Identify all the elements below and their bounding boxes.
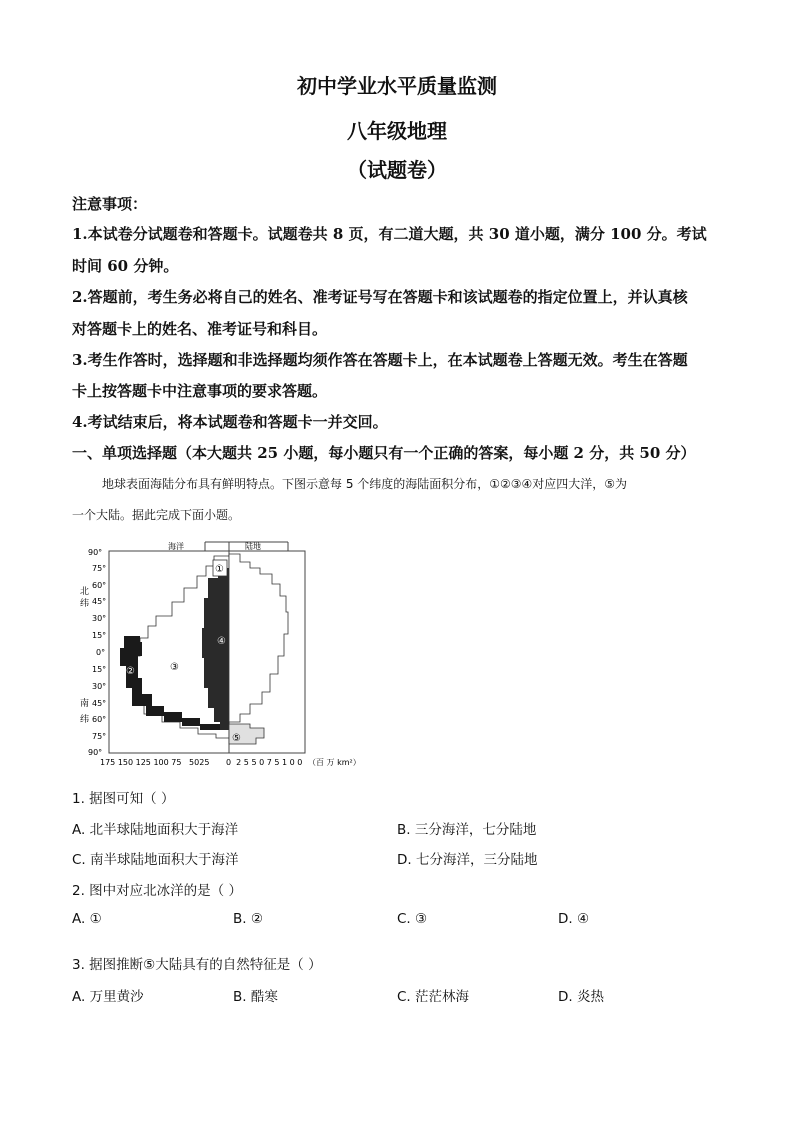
title-grade: 八年级地理 xyxy=(347,119,447,143)
label-ocean-4: ④ xyxy=(217,636,226,647)
lat-label: 90° xyxy=(88,748,103,757)
section-heading: 一、单项选择题（本大题共 25 小题，每小题只有一个正确的答案，每小题 2 分，共 50 分） xyxy=(72,444,696,462)
intro-line1: 地球表面海陆分布具有鲜明特点。下图示意每 5 个纬度的海陆面积分布，①②③④对应四大洋，⑤为 xyxy=(102,477,628,491)
question-2-option-a[interactable]: A. ① xyxy=(72,911,102,927)
lat-label: 75° xyxy=(92,564,107,573)
lat-label: 30° xyxy=(92,614,107,623)
x-axis-unit: （百 万 km²） xyxy=(308,758,361,767)
question-1-option-a[interactable]: A. 北半球陆地面积大于海洋 xyxy=(72,822,239,838)
question-1-stem: 1. 据图可知（ ） xyxy=(72,791,175,807)
notice-heading: 注意事项： xyxy=(72,195,148,213)
question-3-option-d[interactable]: D. 炎热 xyxy=(558,989,604,1005)
question-2-option-d[interactable]: D. ④ xyxy=(558,911,590,927)
south-label-2: 纬 xyxy=(80,715,90,725)
question-1-option-d[interactable]: D. 七分海洋，三分陆地 xyxy=(397,852,538,868)
north-label-2: 纬 xyxy=(80,599,90,609)
x-ticks-land: 0 2 5 5 0 7 5 1 0 0 xyxy=(226,758,303,767)
header-land: 陆地 xyxy=(245,542,261,551)
title-main: 初中学业水平质量监测 xyxy=(297,74,497,98)
lat-label: 15° xyxy=(92,665,107,674)
lat-label: 45° xyxy=(92,597,107,606)
question-3-option-c[interactable]: C. 茫茫林海 xyxy=(397,989,470,1005)
lat-label: 15° xyxy=(92,631,107,640)
notice-item-3-line2: 卡上按答题卡中注意事项的要求答题。 xyxy=(72,382,328,400)
south-label-1: 南 xyxy=(80,699,90,709)
notice-item-2-line2: 对答题卡上的姓名、准考证号和科目。 xyxy=(72,320,328,338)
x-ticks-ocean: 175 150 125 100 75 5025 xyxy=(100,758,210,767)
notice-item-2-line1: 2.答题前，考生务必将自己的姓名、准考证号写在答题卡和该试题卷的指定位置上，并认真核 xyxy=(72,288,688,306)
lat-label: 0° xyxy=(96,648,106,657)
lat-label: 45° xyxy=(92,699,107,708)
notice-item-1-line1: 1.本试卷分试题卷和答题卡。试题卷共 8 页，有二道大题，共 30 道小题，满分 100 分。考试 xyxy=(72,225,707,243)
question-3-option-a[interactable]: A. 万里黄沙 xyxy=(72,989,144,1005)
header-ocean: 海洋 xyxy=(168,542,184,551)
sea-land-distribution-chart xyxy=(80,538,380,770)
intro-line2: 一个大陆。据此完成下面小题。 xyxy=(72,508,241,522)
lat-label: 60° xyxy=(92,715,107,724)
notice-item-3-line1: 3.考生作答时，选择题和非选择题均须作答在答题卡上，在本试题卷上答题无效。考生在答题 xyxy=(72,351,688,369)
label-ocean-1: ① xyxy=(215,564,224,575)
title-sub: （试题卷） xyxy=(347,158,447,182)
question-1-option-b[interactable]: B. 三分海洋，七分陆地 xyxy=(397,822,537,838)
question-2-stem: 2. 图中对应北冰洋的是（ ） xyxy=(72,883,242,899)
lat-label: 30° xyxy=(92,682,107,691)
question-3-option-b[interactable]: B. 酷寒 xyxy=(233,989,278,1005)
question-2-option-c[interactable]: C. ③ xyxy=(397,911,428,927)
label-ocean-3: ③ xyxy=(170,662,179,673)
notice-item-1-line2: 时间 60 分钟。 xyxy=(72,257,179,275)
label-ocean-2: ② xyxy=(126,666,135,677)
label-continent-5: ⑤ xyxy=(232,733,241,744)
lat-label: 75° xyxy=(92,732,107,741)
notice-item-4-line1: 4.考试结束后，将本试题卷和答题卡一并交回。 xyxy=(72,413,388,431)
question-1-option-c[interactable]: C. 南半球陆地面积大于海洋 xyxy=(72,852,239,868)
north-label-1: 北 xyxy=(80,587,90,597)
question-2-option-b[interactable]: B. ② xyxy=(233,911,263,927)
lat-label: 60° xyxy=(92,581,107,590)
lat-label: 90° xyxy=(88,548,103,557)
question-3-stem: 3. 据图推断⑤大陆具有的自然特征是（ ） xyxy=(72,957,322,973)
